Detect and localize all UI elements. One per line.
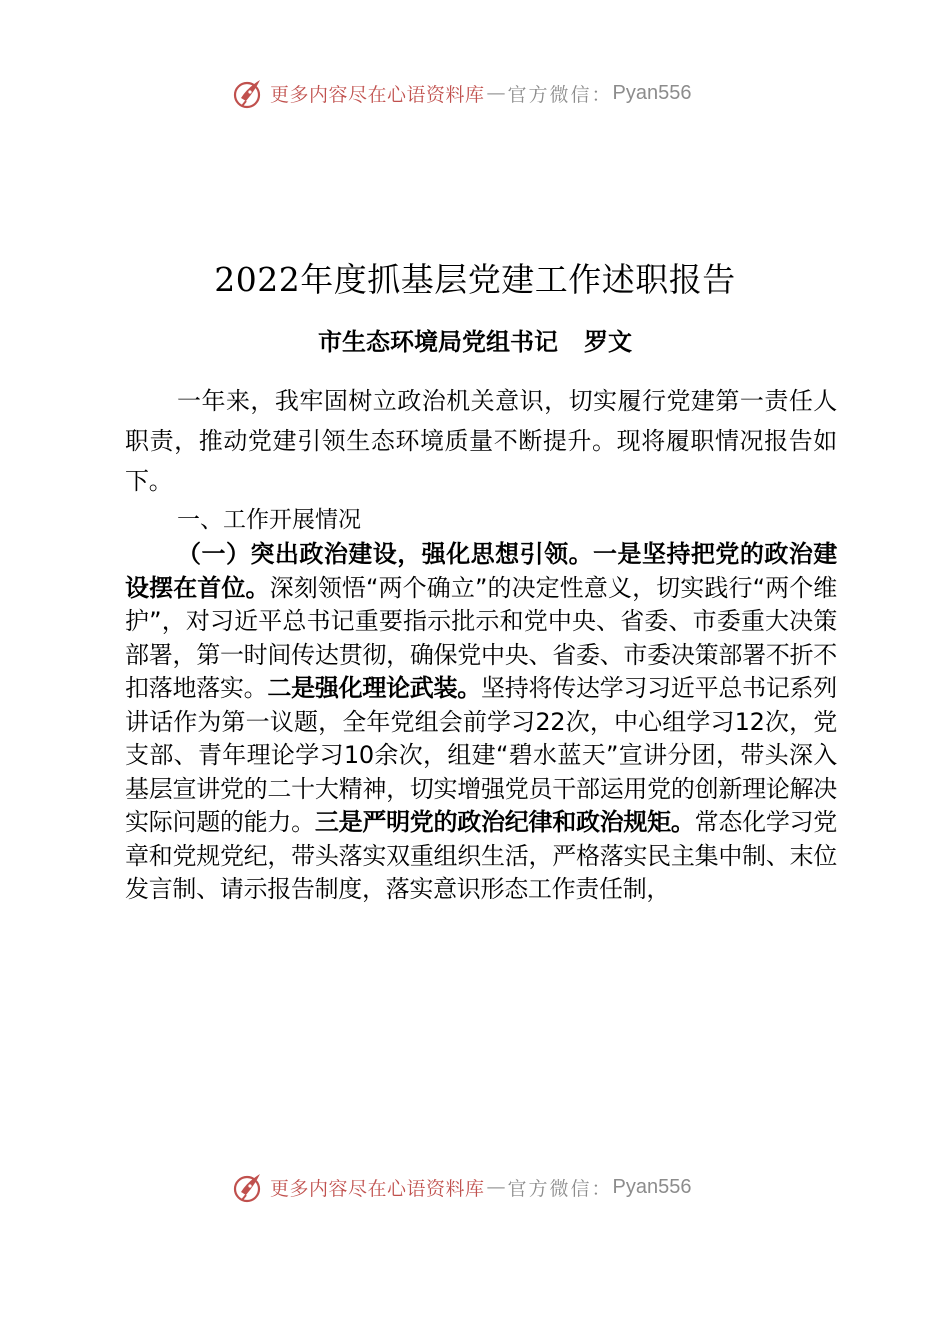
- para-run: 三是严明党的政治纪律和政治规矩。: [314, 808, 695, 836]
- document-title: 2022年度抓基层党建工作述职报告: [214, 260, 736, 299]
- intro-paragraph: 一年来，我牢固树立政治机关意识，切实履行党建第一责任人职责，推动党建引领生态环境质量不断提升。现将履职情况报告如下。: [125, 387, 837, 495]
- section-heading: 一、工作开展情况: [177, 507, 361, 533]
- watermark-text: 更多内容尽在心语资料库: [270, 83, 485, 106]
- watermark-label: 官方微信：: [507, 1177, 613, 1200]
- para-run: 常态化学习党章和党规党纪，带头落实双重组织生活，严格落实民主集中制、末位发言制、请示报告制度，落实意识形态工作责任制，: [125, 808, 837, 903]
- watermark-header: [232, 76, 692, 110]
- watermark-footer: [232, 1170, 692, 1204]
- document-subtitle: [0, 322, 950, 357]
- section1-paragraph: [125, 538, 837, 907]
- para-run: 坚持将传达学习习近平总书记系列讲话作为第一议题，全年党组会前学习22次，中心组学习12次，党支部、青年理论学习10余次，组建“碧水蓝天”宣讲分团，带头深入基层宣讲党的二十大精神，切实增强党员干部运用党的创新理论解决实际问题的能力。: [125, 674, 837, 836]
- para-run: 深刻领悟“两个确立”的决定性意义，切实践行“两个维护”，对习近平总书记重要指示批示和党中央、省委、市委重大决策部署，第一时间传达贯彻，确保党中央、省委、市委决策部署不折不扣落地落实。: [125, 573, 837, 702]
- author-role: 市生态环境局党组书记: [318, 328, 558, 356]
- watermark-label: 官方微信：: [507, 83, 613, 106]
- author-name: 罗文: [584, 328, 632, 356]
- pen-nib-logo-icon: [232, 1170, 266, 1204]
- pen-nib-logo-icon: [232, 76, 266, 110]
- watermark-wechat-id: Pyan556: [612, 1175, 692, 1198]
- para-run: 二是强化理论武装。: [267, 674, 482, 702]
- para-run: （一）突出政治建设，强化思想引领。一是坚持把党的政治建设摆在首位。: [125, 540, 837, 602]
- watermark-wechat-id: Pyan556: [612, 81, 692, 104]
- watermark-text: 更多内容尽在心语资料库: [270, 1177, 485, 1200]
- watermark-dash: —: [486, 1176, 506, 1198]
- watermark-dash: —: [486, 82, 506, 104]
